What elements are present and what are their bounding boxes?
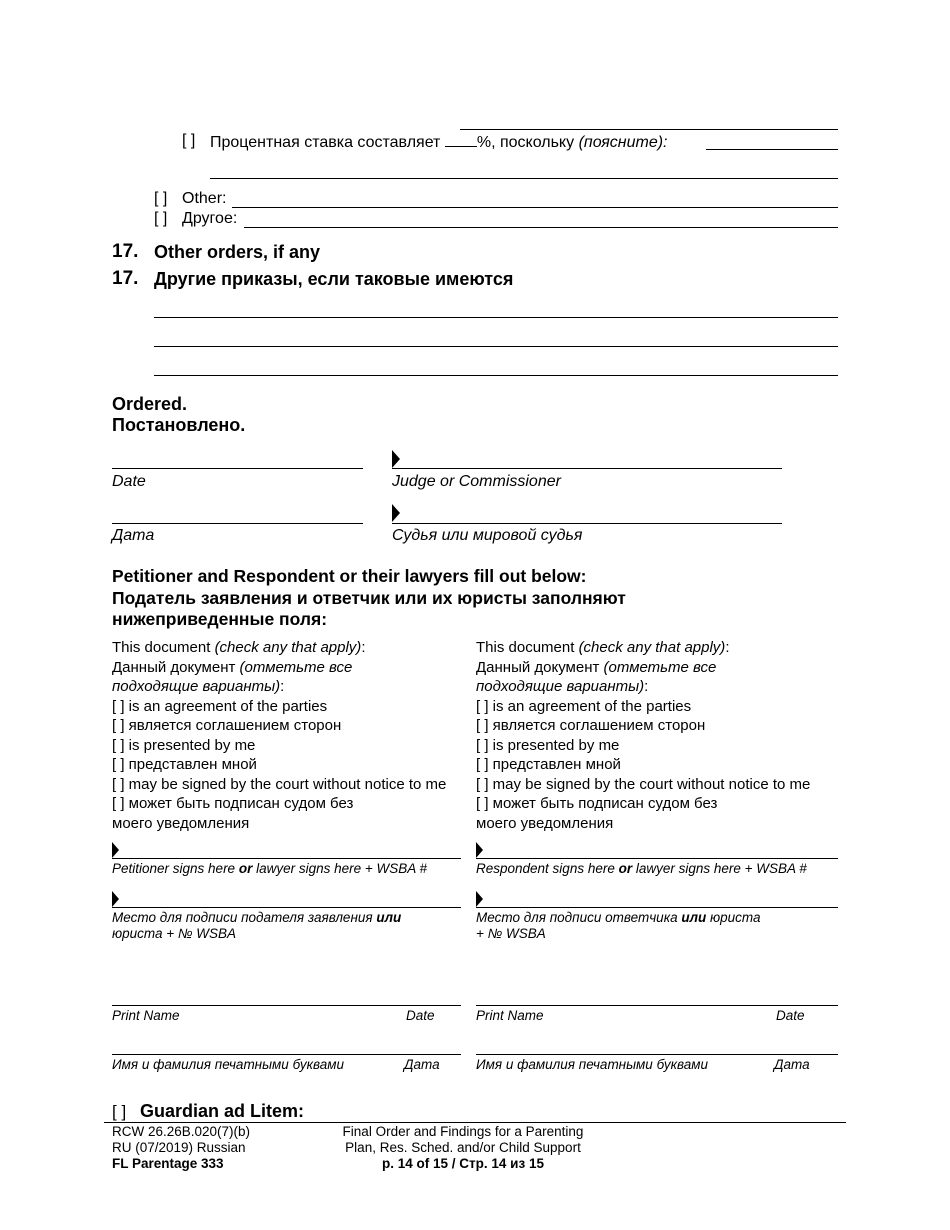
respondent-opt1-ru[interactable]: [ ] является соглашением сторон — [476, 717, 706, 734]
other-en-label: Other: — [182, 190, 227, 207]
interest-checkbox[interactable]: [ ] — [182, 132, 196, 149]
interest-explain-line[interactable] — [706, 149, 838, 150]
petitioner-doc-en: This document (check any that apply): — [112, 639, 366, 656]
other-ru-label: Другое: — [182, 210, 238, 227]
respondent-opt3-ru-2: моего уведомления — [476, 814, 614, 832]
respondent-opt3-en[interactable]: [ ] may be signed by the court without notice to me — [476, 775, 811, 793]
petitioner-print-date-ru: Дата — [404, 1057, 440, 1072]
respondent-print-line-en[interactable] — [476, 1005, 838, 1006]
other-ru-checkbox[interactable]: [ ] — [154, 210, 168, 227]
respondent-print-date-ru: Дата — [774, 1057, 810, 1072]
respondent-options — [476, 638, 810, 833]
respondent-opt1-en[interactable]: [ ] is an agreement of the parties — [476, 697, 692, 715]
date-line-en[interactable] — [112, 468, 363, 469]
date-line-ru[interactable] — [112, 523, 363, 524]
respondent-sign-line-ru[interactable] — [476, 907, 838, 908]
respondent-doc-ru-2: подходящие варианты): — [476, 678, 649, 695]
section-17-number-ru: 17. — [112, 268, 139, 289]
section-17-number-en: 17. — [112, 241, 139, 262]
respondent-opt2-ru[interactable]: [ ] представлен мной — [476, 756, 621, 773]
petitioner-opt3-en[interactable]: [ ] may be signed by the court without notice to me — [112, 775, 447, 793]
petitioner-opt2-ru[interactable]: [ ] представлен мной — [112, 756, 257, 773]
petitioner-sign-line-en[interactable] — [112, 858, 461, 859]
footer-rcw: RCW 26.26B.020(7)(b) — [112, 1124, 251, 1139]
petitioner-opt3-ru-1[interactable]: [ ] может быть подписан судом без — [112, 795, 354, 812]
petitioner-doc-ru-2: подходящие варианты): — [112, 678, 285, 695]
petitioner-print-line-ru[interactable] — [112, 1054, 461, 1055]
petitioner-doc-ru: Данный документ (отметьте все — [112, 658, 353, 676]
petitioner-print-name-en: Print Name — [112, 1008, 180, 1023]
petitioner-opt1-ru[interactable]: [ ] является соглашением сторон — [112, 717, 342, 734]
footer-page: p. 14 of 15 / Стр. 14 из 15 — [382, 1156, 544, 1171]
footer-title-2: Plan, Res. Sched. and/or Child Support — [345, 1140, 581, 1155]
petitioner-sign-arrow-ru — [112, 891, 119, 907]
petitioner-sign-label-ru-2: юриста + № WSBA — [112, 926, 237, 941]
interest-text-b: %, поскольку — [476, 134, 575, 151]
orders-line-3[interactable] — [154, 375, 838, 376]
petitioner-opt2-en[interactable]: [ ] is presented by me — [112, 736, 256, 754]
respondent-sign-label-en: Respondent signs here or lawyer signs here + WSBA # — [476, 861, 807, 876]
interest-rate-blank[interactable] — [445, 132, 477, 147]
respondent-sign-line-en[interactable] — [476, 858, 838, 859]
other-ru-line[interactable] — [244, 227, 838, 228]
interest-top-line — [460, 129, 838, 130]
guardian-label: Guardian ad Litem: — [140, 1101, 305, 1121]
parties-heading-en: Petitioner and Respondent or their lawyers fill out below: — [112, 566, 587, 586]
footer-title-1: Final Order and Findings for a Parenting — [342, 1124, 584, 1139]
interest-text — [210, 132, 668, 152]
petitioner-opt1-en[interactable]: [ ] is an agreement of the parties — [112, 697, 328, 715]
date-label-ru: Дата — [112, 527, 155, 544]
footer-form: FL Parentage 333 — [112, 1156, 224, 1171]
respondent-doc-en: This document (check any that apply): — [476, 639, 730, 656]
judge-sign-arrow-en — [392, 450, 400, 468]
respondent-sign-arrow-ru — [476, 891, 483, 907]
petitioner-print-date-en: Date — [406, 1008, 435, 1023]
ordered-en: Ordered. — [112, 394, 188, 414]
respondent-sign-label-ru-2: + № WSBA — [476, 926, 546, 941]
interest-explain: (поясните): — [578, 134, 668, 151]
petitioner-sign-label-en: Petitioner signs here or lawyer signs here + WSBA # — [112, 861, 428, 876]
section-17-title-ru: Другие приказы, если таковые имеются — [154, 269, 514, 289]
judge-sign-arrow-ru — [392, 504, 400, 522]
petitioner-opt3-ru-2: моего уведомления — [112, 814, 250, 832]
parties-heading-ru-2: нижеприведенные поля: — [112, 609, 328, 629]
respondent-print-line-ru[interactable] — [476, 1054, 838, 1055]
petitioner-print-line-en[interactable] — [112, 1005, 461, 1006]
ordered-ru: Постановлено. — [112, 415, 246, 435]
interest-text-a: Процентная ставка составляет — [210, 134, 441, 151]
date-label-en: Date — [112, 473, 146, 490]
judge-sign-line-en[interactable] — [392, 468, 782, 469]
orders-line-2[interactable] — [154, 346, 838, 347]
judge-label-ru: Судья или мировой судья — [392, 527, 583, 544]
interest-second-line[interactable] — [210, 178, 838, 179]
guardian-checkbox[interactable]: [ ] — [112, 1102, 127, 1121]
judge-sign-line-ru[interactable] — [392, 523, 782, 524]
footer-rule — [104, 1122, 846, 1123]
petitioner-print-name-ru: Имя и фамилия печатными буквами — [112, 1057, 345, 1072]
other-en-checkbox[interactable]: [ ] — [154, 190, 168, 207]
respondent-sign-label-ru: Место для подписи ответчика или юриста — [476, 910, 761, 925]
footer-ru-version: RU (07/2019) Russian — [112, 1140, 246, 1155]
petitioner-options — [112, 638, 446, 833]
respondent-print-name-en: Print Name — [476, 1008, 544, 1023]
orders-line-1[interactable] — [154, 317, 838, 318]
respondent-sign-arrow-en — [476, 842, 483, 858]
petitioner-sign-arrow-en — [112, 842, 119, 858]
respondent-doc-ru: Данный документ (отметьте все — [476, 658, 717, 676]
respondent-opt3-ru-1[interactable]: [ ] может быть подписан судом без — [476, 795, 718, 812]
respondent-print-name-ru: Имя и фамилия печатными буквами — [476, 1057, 709, 1072]
section-17-title-en: Other orders, if any — [154, 242, 321, 262]
respondent-print-date-en: Date — [776, 1008, 805, 1023]
respondent-opt2-en[interactable]: [ ] is presented by me — [476, 736, 620, 754]
judge-label-en: Judge or Commissioner — [392, 473, 561, 490]
parties-heading-ru-1: Податель заявления и ответчик или их юристы заполняют — [112, 588, 626, 608]
petitioner-sign-line-ru[interactable] — [112, 907, 461, 908]
other-en-line[interactable] — [232, 207, 838, 208]
petitioner-sign-label-ru: Место для подписи подателя заявления или — [112, 910, 402, 925]
